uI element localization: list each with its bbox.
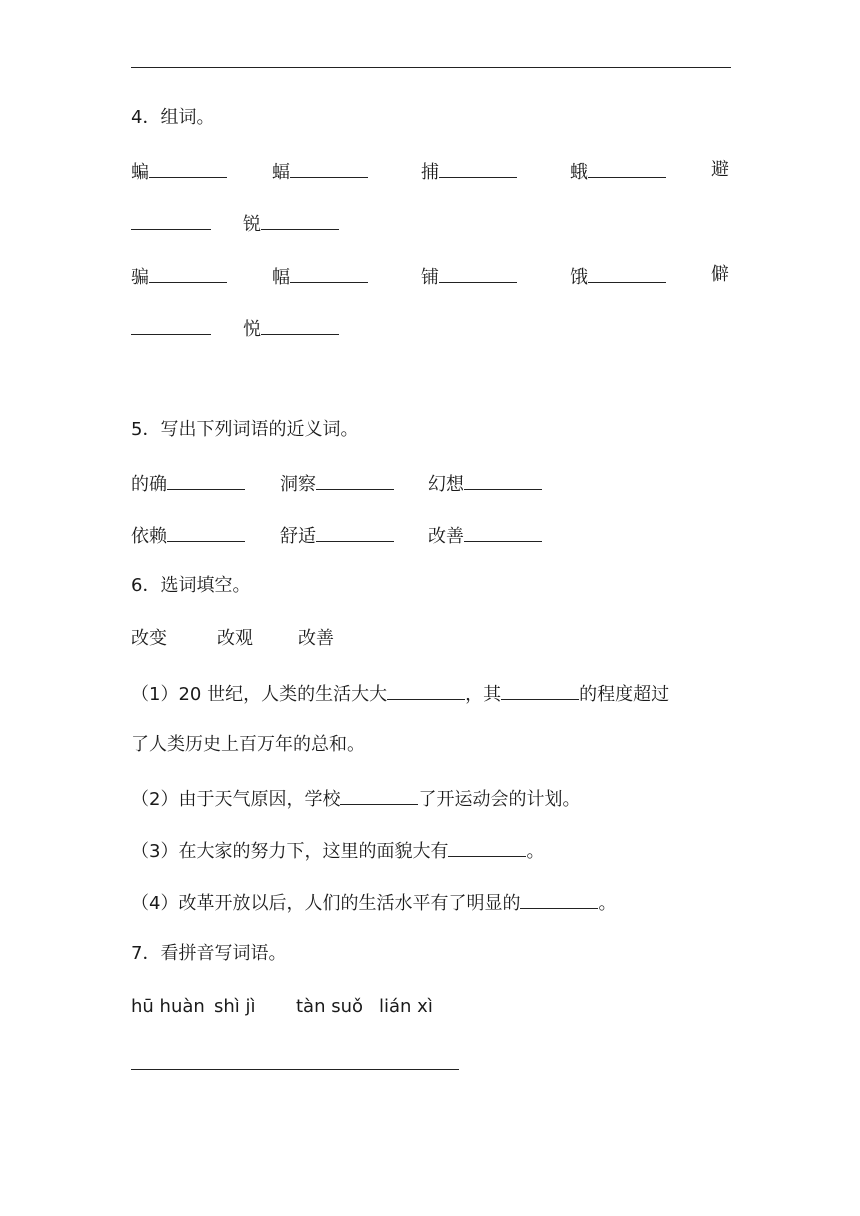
answer-blank[interactable]	[261, 209, 339, 230]
sentence-text: （4）改革开放以后，人们的生活水平有了明显的	[131, 893, 521, 914]
sentence-text: ，其	[465, 684, 502, 705]
q4-char: 捕	[421, 162, 439, 183]
q4-item	[421, 157, 517, 183]
q6-option: 改观	[217, 628, 253, 649]
q6-option: 改善	[298, 628, 334, 649]
q5-item	[428, 521, 542, 547]
q5-item	[280, 521, 394, 547]
q5-item	[280, 469, 394, 495]
answer-blank[interactable]	[464, 521, 542, 542]
q4-item	[272, 262, 368, 288]
q5-item	[131, 469, 245, 495]
answer-blank-wrap	[131, 209, 211, 235]
q4-item	[131, 157, 227, 183]
q7-title: 7．看拼音写词语。	[131, 943, 287, 964]
q4-char: 饿	[570, 267, 588, 288]
q5-title: 5．写出下列词语的近义词。	[131, 419, 359, 440]
q4-char: 锐	[243, 214, 261, 235]
answer-blank[interactable]	[290, 262, 368, 283]
answer-blank[interactable]	[588, 157, 666, 178]
answer-blank-wrap	[131, 314, 211, 340]
answer-blank[interactable]	[131, 209, 211, 230]
answer-blank[interactable]	[501, 679, 579, 700]
answer-blank[interactable]	[439, 157, 517, 178]
answer-blank[interactable]	[387, 679, 465, 700]
sentence-text: 。	[598, 893, 617, 914]
q4-char: 铺	[421, 267, 439, 288]
sentence-text: 。	[526, 841, 545, 862]
q5-word: 幻想	[428, 474, 464, 495]
answer-blank[interactable]	[340, 784, 418, 805]
sentence-text: （2）由于天气原因，学校	[131, 789, 341, 810]
answer-blank[interactable]	[448, 836, 526, 857]
q4-char: 蝙	[131, 162, 149, 183]
q4-char: 骗	[131, 267, 149, 288]
q4-item	[421, 262, 517, 288]
q7-pinyin: tàn suǒ	[296, 996, 364, 1017]
sentence-text: （3）在大家的努力下，这里的面貌大有	[131, 841, 449, 862]
answer-blank[interactable]	[588, 262, 666, 283]
q4-item	[243, 209, 339, 235]
header-rule	[131, 67, 731, 68]
q7-answer-blanks[interactable]	[131, 1069, 459, 1070]
q5-word: 洞察	[280, 474, 316, 495]
q4-char: 避	[711, 159, 729, 180]
answer-blank[interactable]	[316, 521, 394, 542]
q7-pinyin: lián xì	[379, 996, 433, 1017]
q6-sentence-4	[131, 888, 616, 914]
answer-blank[interactable]	[167, 521, 245, 542]
q4-char: 蝠	[272, 162, 290, 183]
sentence-text: 了开运动会的计划。	[418, 789, 581, 810]
q4-item	[131, 262, 227, 288]
q4-char: 蛾	[570, 162, 588, 183]
q4-item	[570, 157, 666, 183]
q6-option: 改变	[131, 628, 167, 649]
sentence-text: （1）20 世纪，人类的生活大大	[131, 684, 388, 705]
q5-item	[131, 521, 245, 547]
q7-pinyin: hū huàn	[131, 996, 205, 1017]
q4-item	[243, 314, 339, 340]
q4-char: 僻	[711, 264, 729, 285]
q5-item	[428, 469, 542, 495]
answer-blank[interactable]	[520, 888, 598, 909]
q5-word: 的确	[131, 474, 167, 495]
q7-pinyin: shì jì	[214, 996, 256, 1017]
answer-blank[interactable]	[439, 262, 517, 283]
q5-word: 依赖	[131, 526, 167, 547]
q4-item	[570, 262, 666, 288]
q6-sentence-1	[131, 679, 669, 705]
q6-title: 6．选词填空。	[131, 575, 251, 596]
q5-word: 舒适	[280, 526, 316, 547]
q4-item	[272, 157, 368, 183]
q4-char: 幅	[272, 267, 290, 288]
q6-sentence-2	[131, 784, 580, 810]
q4-char: 悦	[243, 319, 261, 340]
answer-blank[interactable]	[167, 469, 245, 490]
answer-blank[interactable]	[316, 469, 394, 490]
answer-blank[interactable]	[149, 157, 227, 178]
answer-blank[interactable]	[290, 157, 368, 178]
answer-blank[interactable]	[261, 314, 339, 335]
q6-sentence-1-cont: 了人类历史上百万年的总和。	[131, 734, 365, 755]
sentence-text: 的程度超过	[579, 684, 670, 705]
q5-word: 改善	[428, 526, 464, 547]
answer-blank[interactable]	[131, 314, 211, 335]
q4-title: 4．组词。	[131, 107, 215, 128]
answer-blank[interactable]	[149, 262, 227, 283]
q6-sentence-3	[131, 836, 544, 862]
answer-blank[interactable]	[464, 469, 542, 490]
